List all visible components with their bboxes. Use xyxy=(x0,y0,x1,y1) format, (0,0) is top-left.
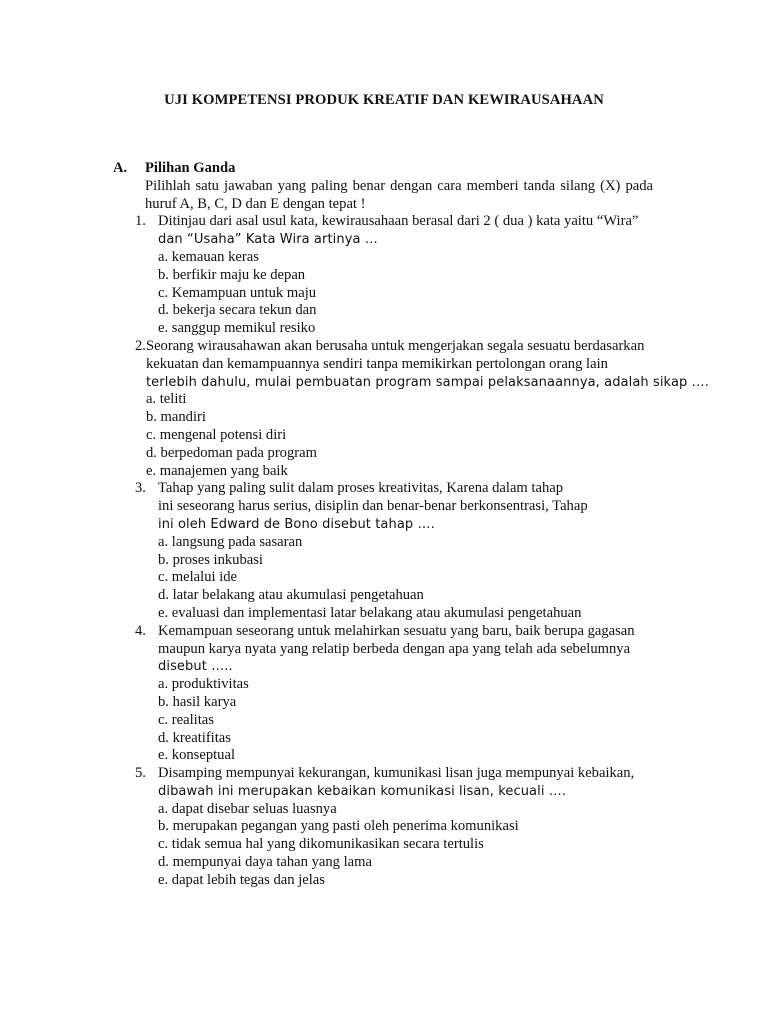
answer-option: b. mandiri xyxy=(145,409,206,426)
answer-option: e. dapat lebih tegas dan jelas xyxy=(158,871,325,888)
answer-option: c. mengenal potensi diri xyxy=(145,426,287,443)
question-stem-line: kekuatan dan kemampuannya sendiri tanpa memikirkan pertolongan orang lain xyxy=(145,355,608,372)
answer-option: d. latar belakang atau akumulasi pengetahuan xyxy=(158,587,424,604)
section-title: Pilihan Ganda xyxy=(145,160,236,176)
section-letter: A. xyxy=(113,160,128,176)
answer-option: c. tidak semua hal yang dikomunikasikan secara tertulis xyxy=(158,836,484,853)
answer-option: e. sanggup memikul resiko xyxy=(158,320,316,337)
question-item xyxy=(113,765,653,890)
question-body xyxy=(146,338,709,480)
question-item xyxy=(113,480,653,622)
page-title: UJI KOMPETENSI PRODUK KREATIF DAN KEWIRAUSAHAAN xyxy=(164,92,604,108)
question-number: 1. xyxy=(135,213,146,230)
answer-option: a. dapat disebar seluas luasnya xyxy=(158,800,337,817)
question-stem-line: Seorang wirausahawan akan berusaha untuk mengerjakan segala sesuatu berdasarkan xyxy=(145,337,645,354)
question-item xyxy=(113,337,709,480)
question-item xyxy=(113,213,653,338)
question-stem-line: ini oleh Edward de Bono disebut tahap …. xyxy=(158,516,435,532)
question-body xyxy=(158,623,653,765)
answer-option: a. kemauan keras xyxy=(158,248,259,265)
answer-option: b. merupakan pegangan yang pasti oleh penerima komunikasi xyxy=(158,818,519,835)
instruction-line: Pilihlah satu jawaban yang paling benar dengan cara memberi tanda silang (X) pada xyxy=(145,177,653,194)
answer-option: d. berpedoman pada program xyxy=(145,444,317,461)
question-stem-line: Kemampuan seseorang untuk melahirkan sesuatu yang baru, baik berupa gagasan xyxy=(158,622,635,639)
question-number: 5. xyxy=(135,765,146,782)
question-body xyxy=(158,213,653,338)
question-stem-line: ini seseorang harus serius, disiplin dan benar-benar berkonsentrasi, Tahap xyxy=(158,498,588,515)
answer-option: e. evaluasi dan implementasi latar belakang atau akumulasi pengetahuan xyxy=(158,604,582,621)
section-heading xyxy=(113,160,653,178)
answer-option: e. konseptual xyxy=(158,747,236,764)
answer-option: d. bekerja secara tekun dan xyxy=(158,302,317,319)
answer-option: b. berfikir maju ke depan xyxy=(158,266,306,283)
question-list xyxy=(113,213,709,889)
question-stem-line: dibawah ini merupakan kebaikan komunikasi lisan, kecuali …. xyxy=(158,783,567,799)
question-number: 2. xyxy=(135,337,146,354)
instruction-text xyxy=(145,178,653,214)
question-stem-line: Ditinjau dari asal usul kata, kewirausahaan berasal dari 2 ( dua ) kata yaitu “Wira” xyxy=(158,213,639,230)
question-body xyxy=(158,480,653,622)
answer-option: d. kreatifitas xyxy=(158,729,231,746)
question-stem-line: dan “Usaha” Kata Wira artinya … xyxy=(158,232,378,248)
question-number: 4. xyxy=(135,622,146,639)
answer-option: a. produktivitas xyxy=(158,676,249,693)
question-stem-line: disebut ….. xyxy=(158,659,233,675)
question-number: 3. xyxy=(135,480,146,497)
question-stem-line: maupun karya nyata yang relatip berbeda dengan apa yang telah ada sebelumnya xyxy=(158,640,631,657)
answer-option: b. proses inkubasi xyxy=(158,551,263,568)
answer-option: a. langsung pada sasaran xyxy=(158,533,303,550)
answer-option: b. hasil karya xyxy=(158,693,237,710)
answer-option: c. Kemampuan untuk maju xyxy=(158,284,317,301)
question-stem-line: terlebih dahulu, mulai pembuatan program sampai pelaksanaannya, adalah sikap …. xyxy=(145,374,709,390)
question-item xyxy=(113,623,653,765)
multiple-choice-section xyxy=(113,160,709,890)
answer-option: d. mempunyai daya tahan yang lama xyxy=(158,854,372,871)
answer-option: a. teliti xyxy=(145,391,187,408)
instruction-line: huruf A, B, C, D dan E dengan tepat ! xyxy=(145,195,366,212)
answer-option: c. melalui ide xyxy=(158,569,238,586)
question-body xyxy=(158,765,653,890)
answer-option: c. realitas xyxy=(158,711,214,728)
answer-option: e. manajemen yang baik xyxy=(145,462,288,479)
question-stem-line: Tahap yang paling sulit dalam proses kreativitas, Karena dalam tahap xyxy=(158,480,564,497)
question-stem-line: Disamping mempunyai kekurangan, kumunikasi lisan juga mempunyai kebaikan, xyxy=(158,765,635,782)
